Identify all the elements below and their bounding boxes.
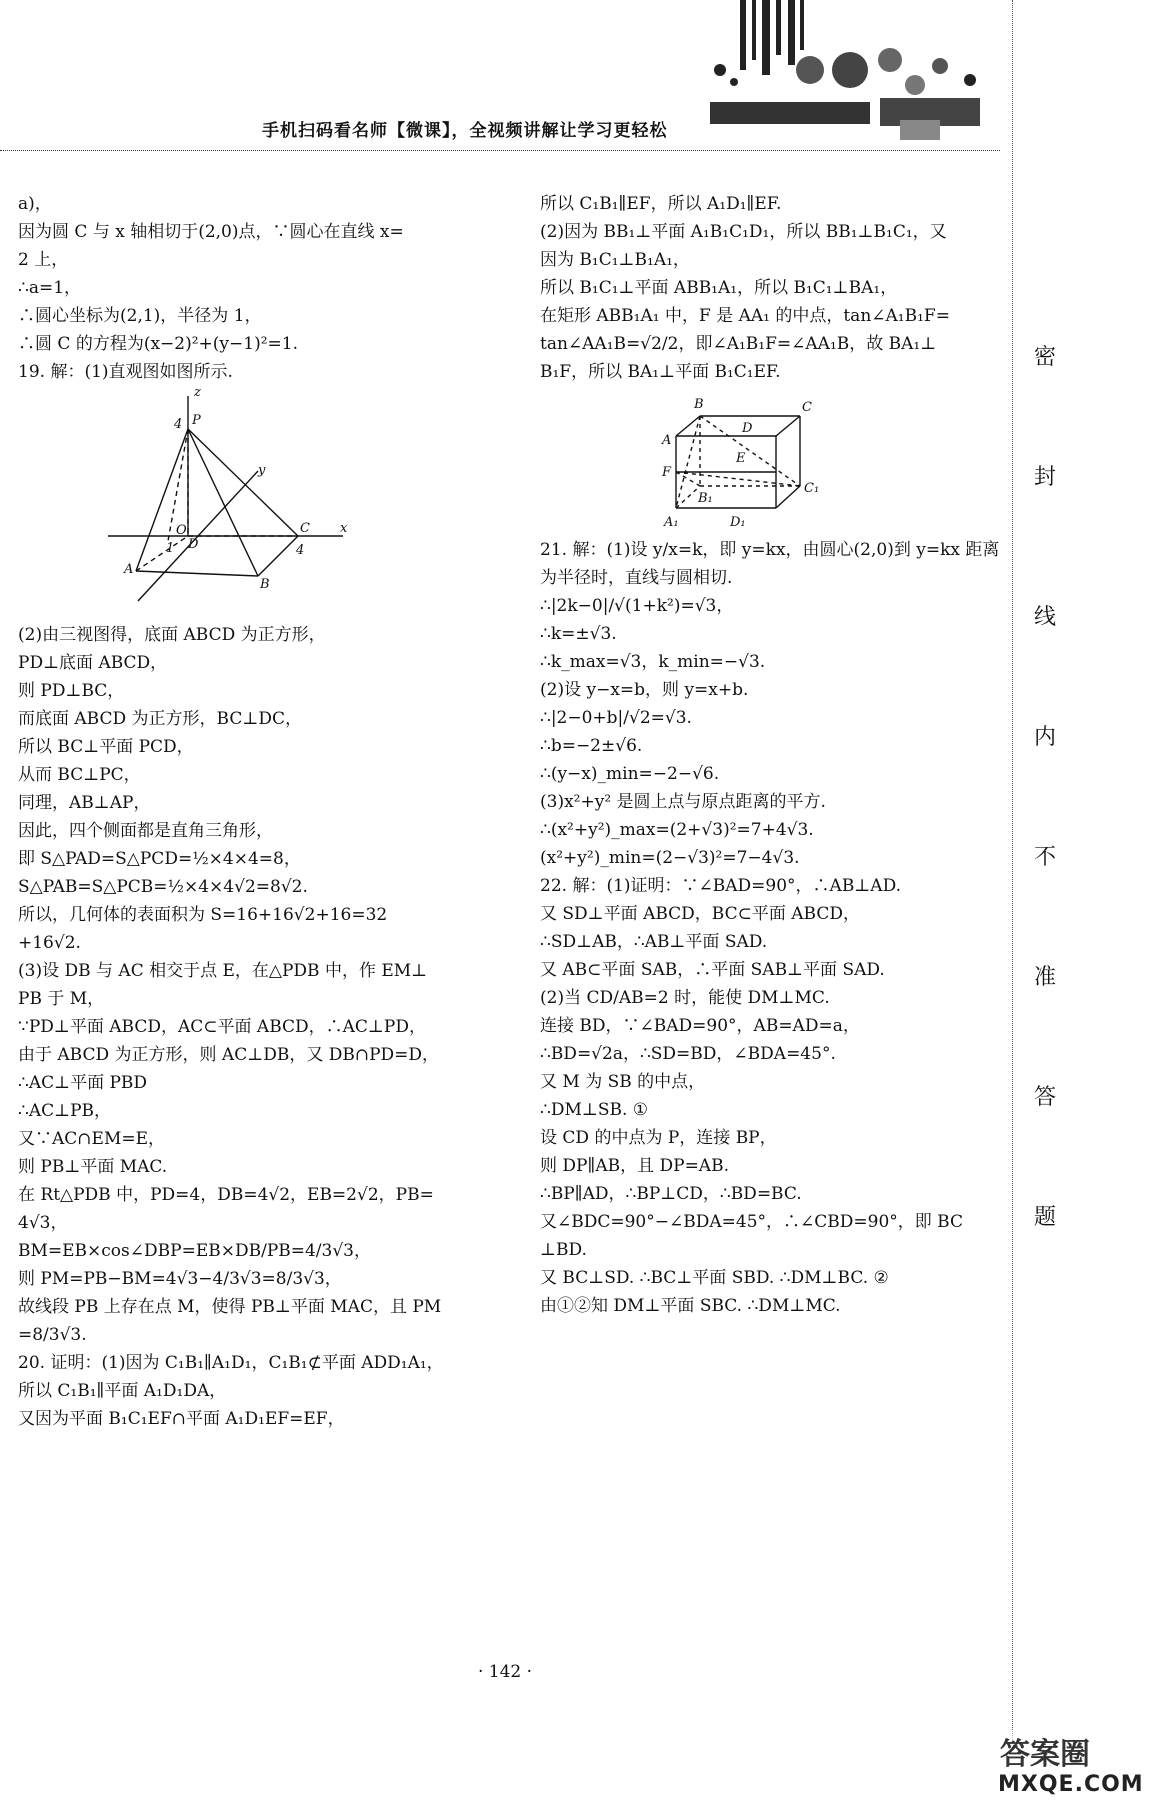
text-line: 从而 BC⊥PC， [18,765,141,785]
text-line: 为半径时，直线与圆相切. [540,568,733,588]
text-line: 同理，AB⊥AP， [18,793,151,813]
sidebar-char: 题 [1034,1205,1057,1230]
watermark-logo-text: 答案圈 [1000,1737,1090,1772]
text-line: ⊥BD. [540,1240,587,1260]
right-text-block-2 [540,536,1000,1320]
text-line: 21. 解：(1)设 y/x=k，即 y=kx，由圆心(2,0)到 y=kx 距离 [540,540,1000,560]
left-text-block-2 [18,621,488,1433]
text-line: ∴BD=√2a，∴SD=BD，∠BDA=45°. [540,1044,836,1064]
text-line: 则 PB⊥平面 MAC. [18,1157,168,1177]
text-line: BM=EB×cos∠DBP=EB×DB/PB=4/3√3， [18,1241,371,1261]
right-text-block-1 [540,190,1000,386]
text-line: 19. 解：(1)直观图如图所示. [18,362,233,382]
text-line: ∴a=1， [18,278,82,298]
figure-label: D [742,421,753,436]
text-line: 设 CD 的中点为 P，连接 BP， [540,1128,777,1148]
text-line: ∴k=±√3. [540,624,617,644]
figure-label: E [736,451,746,466]
text-line: ∴|2−0+b|/√2=√3. [540,708,692,728]
text-line: (2)由三视图得，底面 ABCD 为正方形， [18,625,326,645]
text-line: ∴AC⊥PB， [18,1101,112,1121]
text-line: 则 DP∥AB，且 DP=AB. [540,1156,729,1176]
figure-label: y [258,463,266,478]
figure-label: 4 [296,543,305,558]
text-line: 所以 BC⊥平面 PCD， [18,737,194,757]
text-line: ∴(x²+y²)_max=(2+√3)²=7+4√3. [540,820,814,840]
figure-label: z [194,386,201,400]
text-line: =8/3√3. [18,1325,87,1345]
text-line: 因为圆 C 与 x 轴相切于(2,0)点，∵圆心在直线 x= [18,222,404,242]
page-number: · 142 · [477,1662,533,1682]
text-line: ∴k_max=√3，k_min=−√3. [540,652,766,672]
text-line: 则 PD⊥BC， [18,681,125,701]
text-line: a)， [18,194,52,214]
figure-label: A [662,433,672,448]
figure-label: 1 [166,541,175,556]
figure-label: A₁ [664,515,679,530]
header-divider [0,150,1000,151]
text-line: 又因为平面 B₁C₁EF∩平面 A₁D₁EF=EF， [18,1409,345,1429]
left-column [18,190,488,1433]
sidebar-char: 不 [1034,845,1057,870]
text-line: ∵PD⊥平面 ABCD，AC⊂平面 ABCD，∴AC⊥PD， [18,1017,426,1037]
text-line: (x²+y²)_min=(2−√3)²=7−4√3. [540,848,800,868]
figure-label: C [802,400,812,415]
text-line: 在 Rt△PDB 中，PD=4，DB=4√2，EB=2√2，PB= [18,1185,434,1205]
text-line: 又∠BDC=90°−∠BDA=45°，∴∠CBD=90°，即 BC [540,1212,963,1232]
text-line: 故线段 PB 上存在点 M，使得 PB⊥平面 MAC，且 PM [18,1297,442,1317]
pyramid-figure [18,386,488,621]
header-decoration [700,0,1010,160]
text-line: 又 SD⊥平面 ABCD，BC⊂平面 ABCD， [540,904,860,924]
watermark-url: MXQE.COM [998,1772,1144,1797]
text-line: (2)因为 BB₁⊥平面 A₁B₁C₁D₁，所以 BB₁⊥B₁C₁，又 [540,222,947,242]
text-line: ∴|2k−0|/√(1+k²)=√3， [540,596,734,616]
text-line: S△PAB=S△PCB=½×4×4√2=8√2. [18,877,308,897]
text-line: +16√2. [18,933,81,953]
figure-label: 4 [174,417,183,432]
text-line: B₁F，所以 BA₁⊥平面 B₁C₁EF. [540,362,781,382]
text-line: 即 S△PAD=S△PCD=½×4×4=8， [18,849,301,869]
text-line: ∴圆 C 的方程为(x−2)²+(y−1)²=1. [18,334,298,354]
text-line: PB 于 M， [18,989,105,1009]
text-line: 所以，几何体的表面积为 S=16+16√2+16=32 [18,905,388,925]
figure-label: O [176,523,187,538]
text-line: ∴AC⊥平面 PBD [18,1073,148,1093]
right-column [540,190,1000,1320]
figure-label: F [662,465,672,480]
text-line: 则 PM=PB−BM=4√3−4/3√3=8/3√3， [18,1269,342,1289]
text-line: 20. 证明：(1)因为 C₁B₁∥A₁D₁，C₁B₁⊄平面 ADD₁A₁， [18,1353,444,1373]
text-line: 所以 C₁B₁∥平面 A₁D₁DA， [18,1381,227,1401]
text-line: 又∵AC∩EM=E， [18,1129,165,1149]
text-line: ∴SD⊥AB，∴AB⊥平面 SAD. [540,932,768,952]
sidebar-char: 封 [1034,465,1057,490]
header-slogan: 手机扫码看名师【微课】，全视频讲解让学习更轻松 [262,121,668,141]
sidebar-char: 密 [1034,345,1057,370]
sidebar-char: 答 [1034,1085,1057,1110]
text-line: ∴b=−2±√6. [540,736,643,756]
text-line: PD⊥底面 ABCD， [18,653,168,673]
text-line: 22. 解：(1)证明：∵∠BAD=90°，∴AB⊥AD. [540,876,902,896]
figure-label: C [300,521,310,536]
text-line: ∴(y−x)_min=−2−√6. [540,764,720,784]
text-line: ∴圆心坐标为(2,1)，半径为 1， [18,306,262,326]
figure-label: B [260,577,270,592]
text-line: tan∠AA₁B=√2/2，即∠A₁B₁F=∠AA₁B，故 BA₁⊥ [540,334,937,354]
text-line: 在矩形 ABB₁A₁ 中，F 是 AA₁ 的中点，tan∠A₁B₁F= [540,306,950,326]
text-line: 由于 ABCD 为正方形，则 AC⊥DB，又 DB∩PD=D， [18,1045,440,1065]
text-line: ∴DM⊥SB. ① [540,1100,649,1120]
figure-label: D₁ [730,515,746,530]
text-line: 由①②知 DM⊥平面 SBC. ∴DM⊥MC. [540,1296,841,1316]
text-line: 连接 BD，∵∠BAD=90°，AB=AD=a， [540,1016,860,1036]
text-line: (2)设 y−x=b，则 y=x+b. [540,680,749,700]
figure-label: A [124,562,134,577]
page-header [0,0,1010,160]
text-line: 所以 B₁C₁⊥平面 ABB₁A₁，所以 B₁C₁⊥BA₁， [540,278,898,298]
text-line: 4√3， [18,1213,68,1233]
text-line: 又 M 为 SB 的中点， [540,1072,706,1092]
text-line: 因此，四个侧面都是直角三角形， [18,821,273,841]
sidebar-char: 内 [1034,725,1057,750]
text-line: 又 AB⊂平面 SAB，∴平面 SAB⊥平面 SAD. [540,960,885,980]
text-line: (2)当 CD/AB=2 时，能使 DM⊥MC. [540,988,830,1008]
text-line: 因为 B₁C₁⊥B₁A₁， [540,250,690,270]
figure-label: B₁ [698,491,713,506]
prism-figure [540,386,1000,536]
figure-label: x [340,521,348,536]
seal-line [1012,0,1013,1740]
figure-label: P [192,413,201,428]
figure-label: C₁ [804,481,820,496]
text-line: (3)x²+y² 是圆上点与原点距离的平方. [540,792,826,812]
text-line: 又 BC⊥SD. ∴BC⊥平面 SBD. ∴DM⊥BC. ② [540,1268,889,1288]
sidebar-char: 线 [1034,605,1057,630]
text-line: ∴BP∥AD，∴BP⊥CD，∴BD=BC. [540,1184,802,1204]
text-line: 而底面 ABCD 为正方形，BC⊥DC， [18,709,302,729]
figure-label: D [188,537,199,552]
text-line: 所以 C₁B₁∥EF，所以 A₁D₁∥EF. [540,194,782,214]
figure-label: B [694,397,704,412]
text-line: (3)设 DB 与 AC 相交于点 E，在△PDB 中，作 EM⊥ [18,961,428,981]
sidebar-char: 准 [1034,965,1057,990]
left-text-block-1 [18,190,488,386]
text-line: 2 上， [18,250,69,270]
